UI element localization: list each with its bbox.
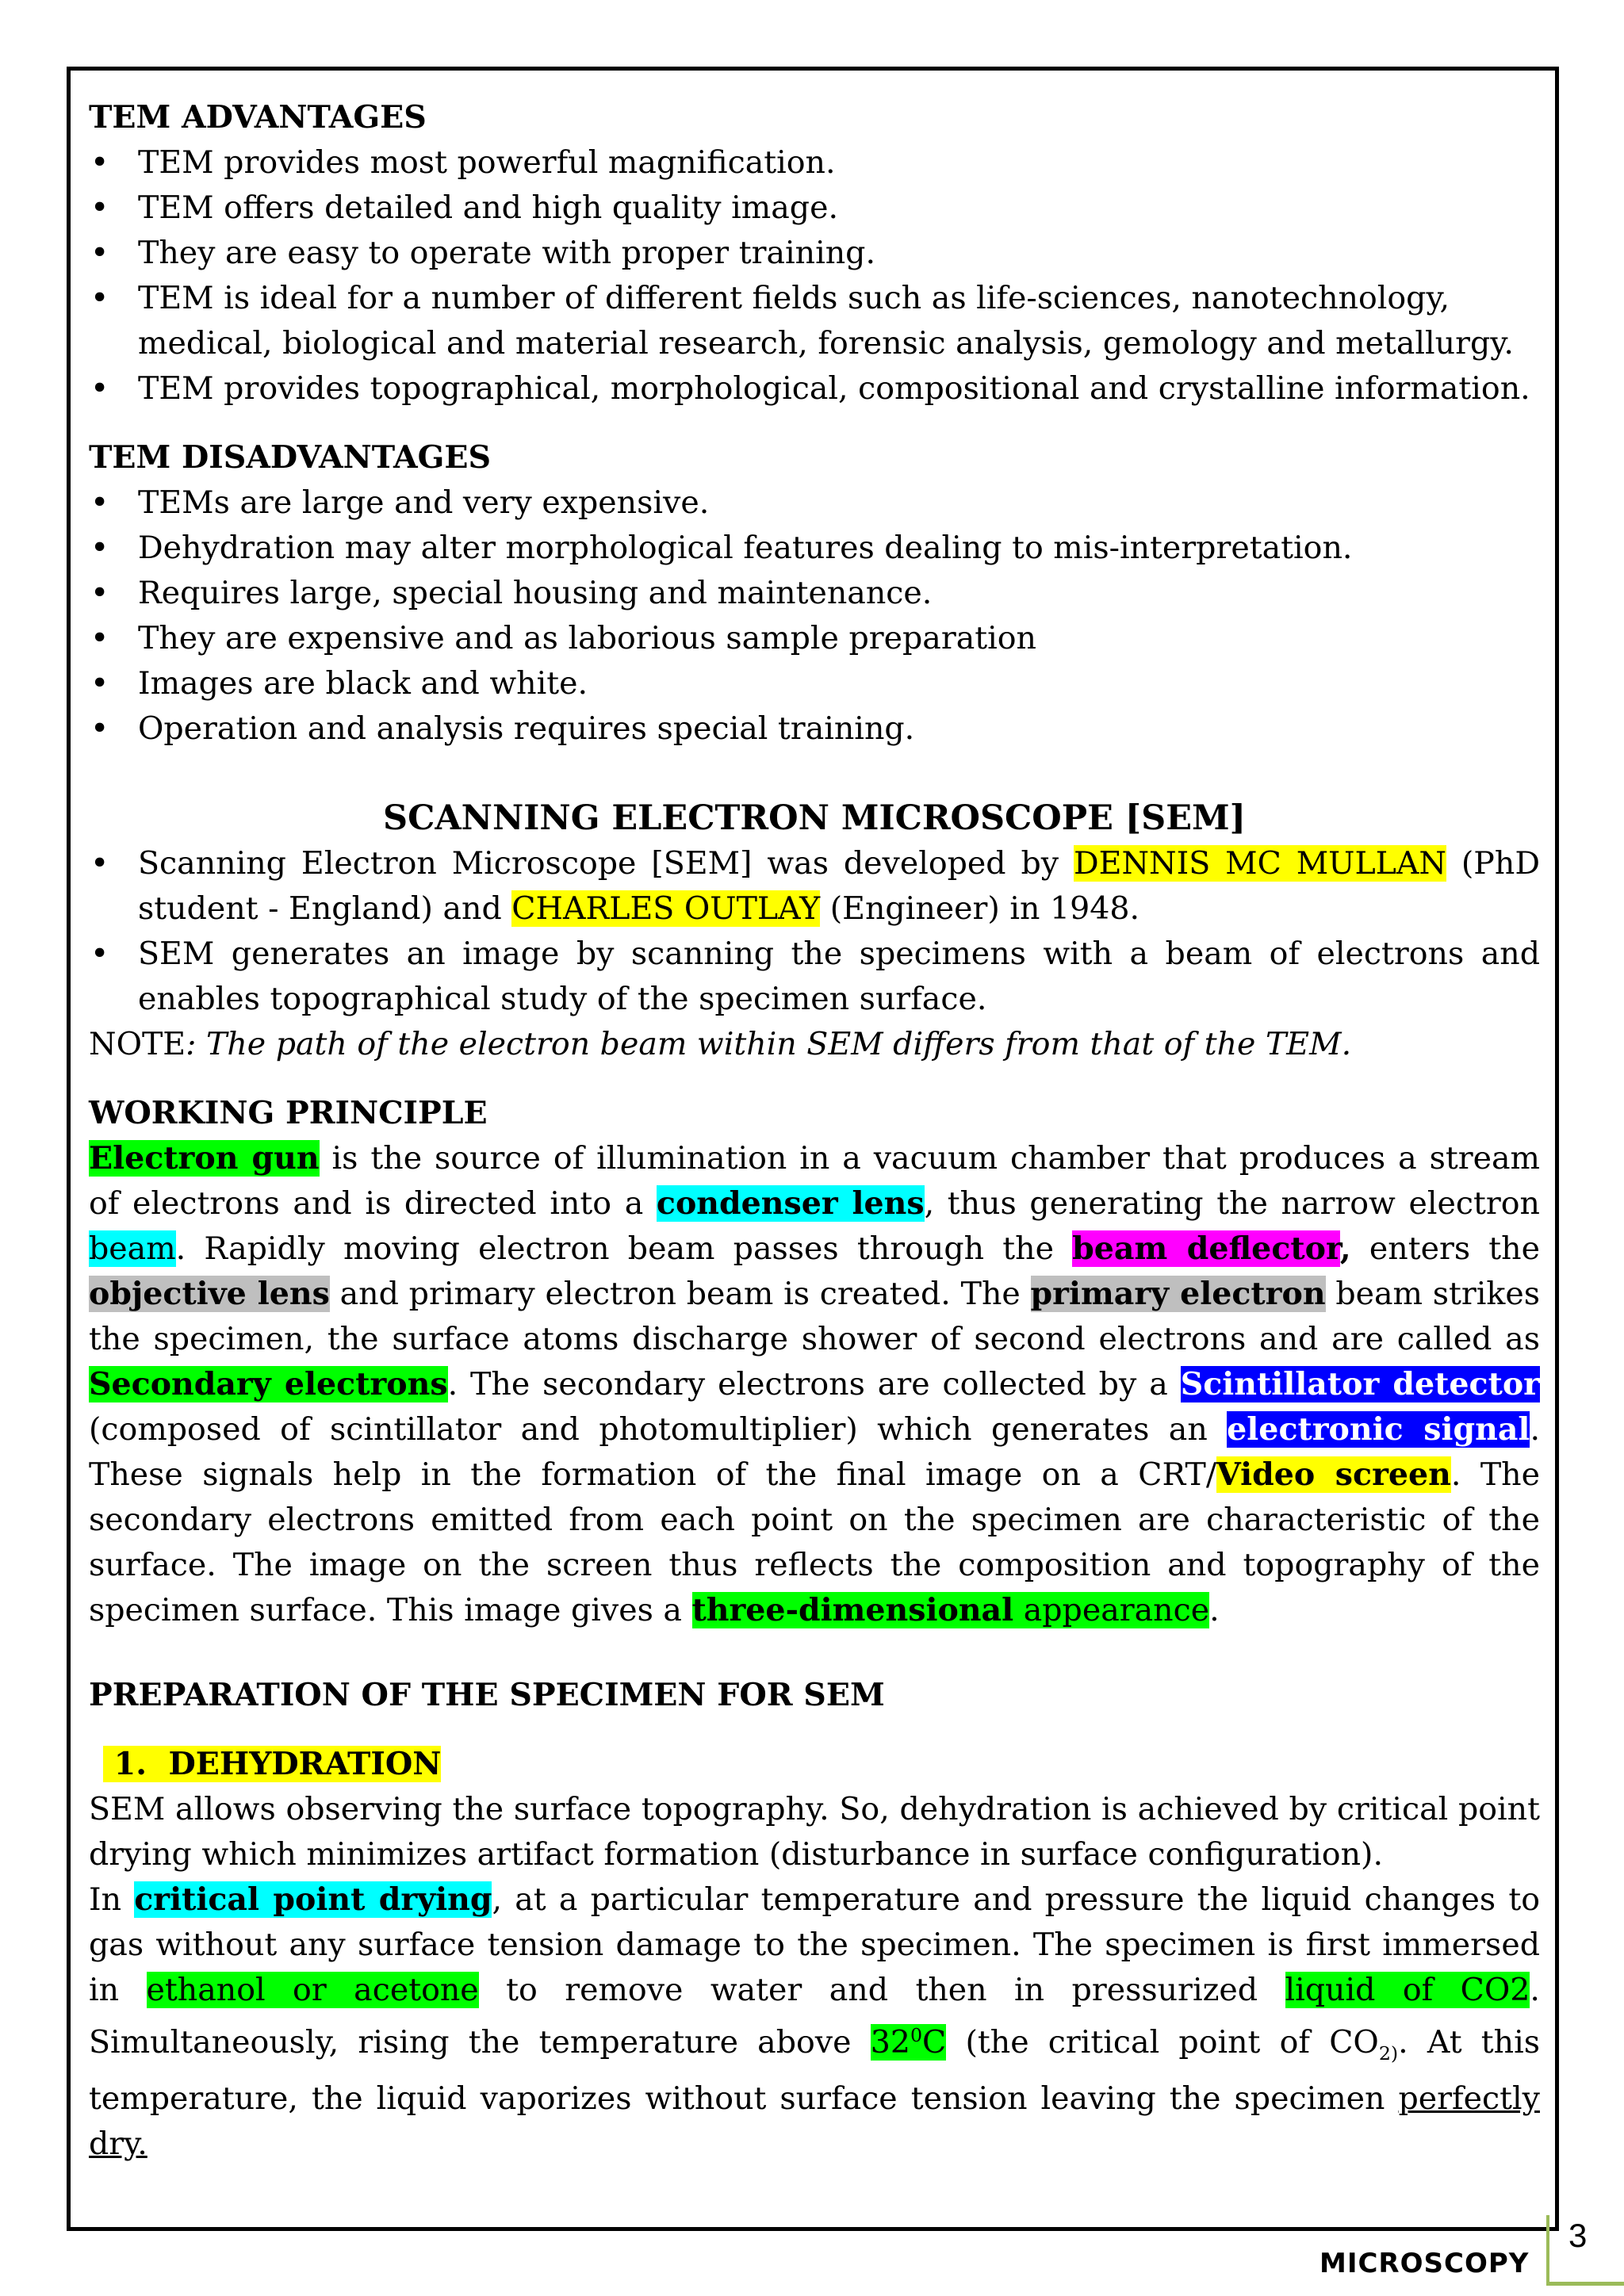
working-principle-paragraph — [89, 1136, 1540, 1633]
highlight-term: objective lens — [89, 1276, 330, 1312]
document-body — [89, 95, 1540, 2167]
paragraph-text: (the critical point of CO — [946, 2024, 1379, 2061]
dehydration-paragraph-1: SEM allows observing the surface topography. So, dehydration is achieved by critical point drying which minimizes artifact formation (disturbance in surface configuration). — [89, 1791, 1540, 1873]
paragraph-text: , at a particular temperature and pressure the liquid changes to gas without any surface tension damage to the specimen. The specimen is first immersed in — [89, 1881, 1540, 2008]
paragraph-text: . Rapidly moving electron beam passes through the — [175, 1230, 1073, 1267]
paragraph-text: , thus generating the narrow electron — [924, 1185, 1540, 1222]
highlight-inventor-1: DENNIS MC MULLAN — [1073, 845, 1446, 882]
list-item: • They are easy to operate with proper training. — [89, 231, 1540, 276]
highlight-term: liquid of CO2 — [1285, 1972, 1530, 2008]
highlight-term: Electron gun — [89, 1140, 320, 1177]
highlight-term: electronic signal — [1227, 1411, 1530, 1448]
highlight-term: appearance — [1013, 1592, 1210, 1628]
highlight-term: critical point drying — [134, 1881, 492, 1918]
page-number: 3 — [1568, 2217, 1588, 2254]
highlight-subheading — [103, 1746, 441, 1782]
paragraph-text: . These signals help in the formation of the final image on a CRT/ — [89, 1411, 1540, 1493]
list-item: • Operation and analysis requires special training. — [89, 706, 1540, 752]
highlight-term: ethanol or acetone — [146, 1972, 479, 2008]
list-item: • TEMs are large and very expensive. — [89, 480, 1540, 526]
footer-label: MICROSCOPY — [1320, 2248, 1530, 2279]
paragraph-text: and primary electron beam is created. The — [329, 1276, 1031, 1312]
sem-bullet-text: (PhD student - England) and — [138, 845, 1540, 927]
note-text: : The path of the electron beam within SEM differs from that of the TEM. — [186, 1026, 1352, 1062]
list-item: • TEM provides most powerful magnification. — [89, 140, 1540, 186]
subheading-number: 1. — [113, 1746, 147, 1782]
sem-title: SCANNING ELECTRON MICROSCOPE [SEM] — [383, 798, 1246, 838]
paragraph-text: . At this temperature, the liquid vaporizes without surface tension leaving the specimen — [89, 2024, 1541, 2118]
list-item: • Images are black and white. — [89, 661, 1540, 706]
subheading-dehydration — [89, 1742, 1540, 1787]
paragraph-text: . The secondary electrons are collected by a — [447, 1366, 1181, 1402]
list-item — [89, 841, 1540, 932]
tem-disadvantages-heading: TEM DISADVANTAGES — [89, 439, 492, 476]
highlight-term: primary electron — [1030, 1276, 1326, 1312]
highlight-term: beam deflector — [1072, 1230, 1340, 1267]
note — [89, 1022, 1540, 1067]
paragraph-text: , — [1339, 1230, 1351, 1267]
highlight-inventor-2: CHARLES OUTLAY — [511, 890, 821, 927]
paragraph-text: . Simultaneously, rising the temperature above — [89, 1972, 1540, 2061]
paragraph-text: beam strikes the specimen, the surface atoms discharge shower of second electrons and are called as — [89, 1276, 1540, 1357]
underlined-text: perfectly dry. — [89, 2080, 1540, 2163]
highlight-term: condenser lens — [656, 1185, 925, 1222]
list-item: • TEM offers detailed and high quality image. — [89, 186, 1540, 231]
temperature-value: 32 — [870, 2024, 910, 2061]
list-item: • TEM is ideal for a number of different fields such as life-sciences, nanotechnology, medical, biological and material research, forensic analysis, gemology and metallurgy. — [89, 276, 1540, 366]
preparation-heading: PREPARATION OF THE SPECIMEN FOR SEM — [89, 1677, 885, 1713]
degree-mark: 0 — [910, 2024, 923, 2046]
dehydration-paragraph-2 — [89, 1877, 1540, 2167]
paragraph-text: In — [89, 1881, 135, 1918]
list-item: • TEM provides topographical, morphological, compositional and crystalline information. — [89, 366, 1540, 411]
highlight-term: Scintillator detector — [1180, 1366, 1540, 1402]
temperature-unit: C — [922, 2024, 947, 2061]
paragraph-text: to remove water and then in pressurized — [478, 1972, 1285, 2008]
highlight-term: beam — [89, 1230, 176, 1267]
highlight-term: Video screen — [1216, 1456, 1451, 1493]
paragraph-text: . The secondary electrons emitted from each point on the specimen are characteristic of the surface. The image on the screen thus reflects the composition and topography of the specimen surface. This image gives a — [89, 1456, 1541, 1628]
list-item: • Dehydration may alter morphological features dealing to mis-interpretation. — [89, 526, 1540, 571]
sem-bullet-text: Scanning Electron Microscope [SEM] was developed by — [138, 845, 1074, 882]
footer-accent-horizontal — [1546, 2282, 1624, 2286]
note-label: NOTE — [89, 1026, 186, 1062]
paragraph-text: enters the — [1350, 1230, 1540, 1267]
list-item: • Requires large, special housing and maintenance. — [89, 571, 1540, 616]
paragraph-text: . — [1209, 1592, 1220, 1628]
tem-disadvantages-list — [89, 480, 1540, 752]
subheading-title: DEHYDRATION — [168, 1746, 442, 1782]
sem-bullet-text: (Engineer) in 1948. — [820, 890, 1140, 927]
subscript: 2) — [1378, 2042, 1399, 2065]
sem-intro-list — [89, 841, 1540, 1022]
list-item: • SEM generates an image by scanning the specimens with a beam of electrons and enables topographical study of the specimen surface. — [89, 932, 1540, 1022]
highlight-term: three-dimensional — [691, 1592, 1014, 1628]
list-item: • They are expensive and as laborious sample preparation — [89, 616, 1540, 661]
highlight-term: Secondary electrons — [89, 1366, 448, 1402]
tem-advantages-heading: TEM ADVANTAGES — [89, 99, 427, 136]
tem-advantages-list — [89, 140, 1540, 411]
working-principle-heading: WORKING PRINCIPLE — [89, 1095, 488, 1131]
paragraph-text: is the source of illumination in a vacuum chamber that produces a stream of electrons and is directed into a — [89, 1140, 1540, 1222]
highlight-term — [871, 2024, 947, 2061]
paragraph-text: (composed of scintillator and photomultiplier) which generates an — [89, 1411, 1228, 1448]
footer-accent-vertical — [1546, 2215, 1549, 2285]
